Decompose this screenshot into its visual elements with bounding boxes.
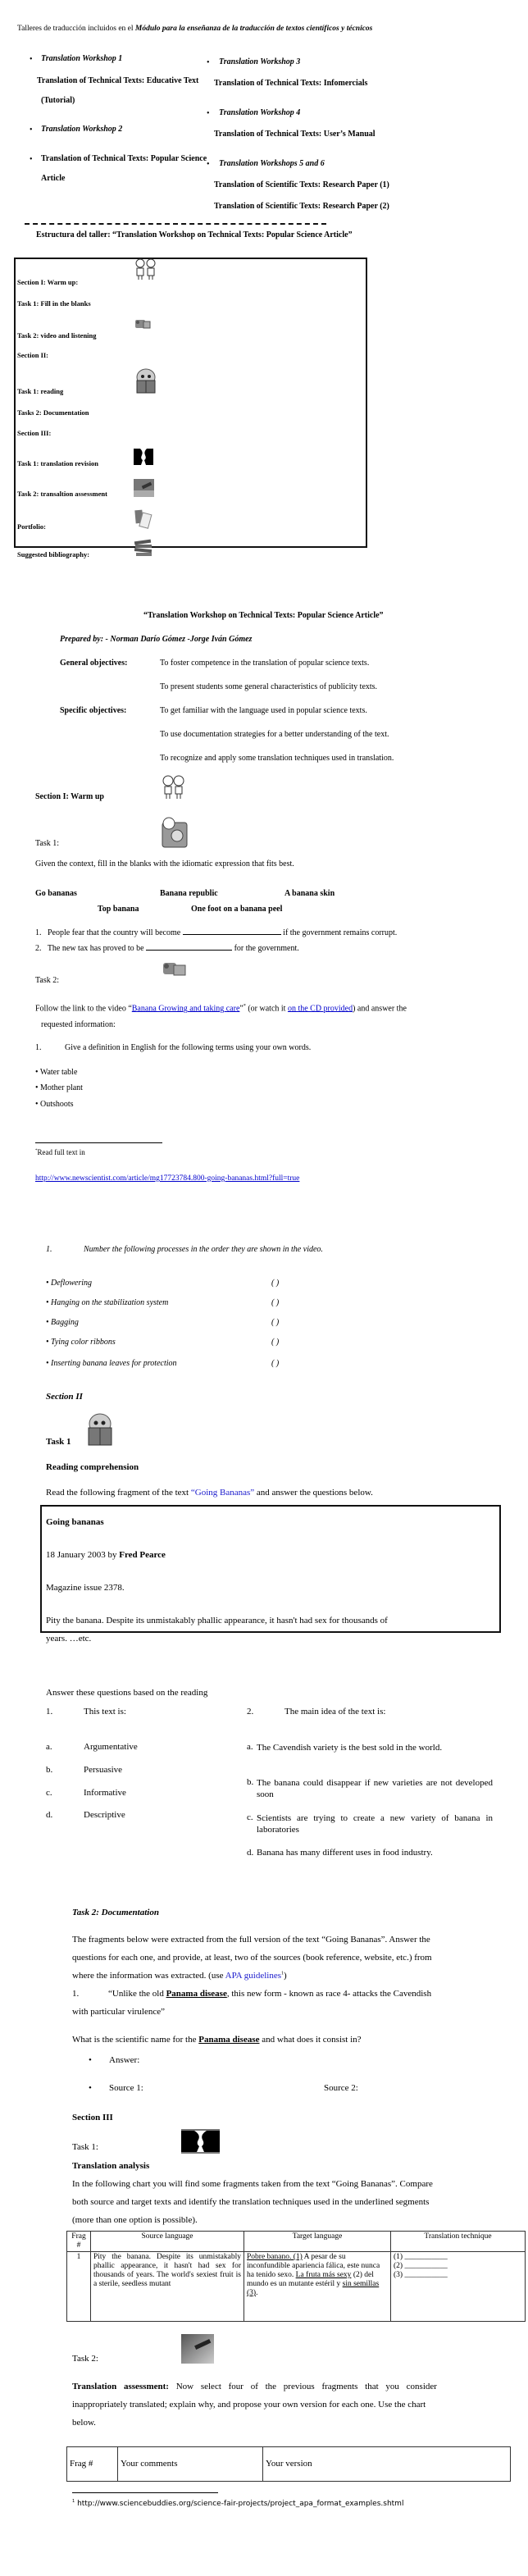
apa-guidelines-link[interactable]: APA guidelines xyxy=(225,1971,281,1981)
question-number: 1. xyxy=(35,1043,42,1052)
process-text: Hanging on the stabilization system xyxy=(51,1298,169,1307)
option-text[interactable]: Informative xyxy=(84,1788,126,1798)
documentation-question xyxy=(72,2035,362,2045)
header-frag: Frag # xyxy=(67,2232,91,2252)
order-field[interactable]: ( ) xyxy=(271,1338,280,1347)
intro-line xyxy=(17,25,372,33)
specific-objective: To use documentation strategies for a better understanding of the text. xyxy=(160,730,389,739)
task-2-label: Task 2: xyxy=(72,2354,98,2364)
video-link[interactable]: Banana Growing and taking care xyxy=(131,1004,240,1014)
instruction-text: ) and answer the xyxy=(353,1004,407,1014)
expression-option: Go bananas xyxy=(35,889,77,898)
workshop-title: “Translation Workshop on Technical Texts: Popular Science Article” xyxy=(143,611,384,620)
idea-person-icon xyxy=(161,816,189,849)
option-text[interactable]: Banana has many different uses in food industry. xyxy=(257,1848,433,1858)
task-2-heading: Task 2: Documentation xyxy=(72,1908,159,1917)
analysis-paragraph: both source and target texts and identify the translation techniques used in the underlined segments xyxy=(72,2197,430,2207)
reading-instruction xyxy=(46,1488,373,1498)
term-text: Water table xyxy=(39,1068,78,1077)
header-frag: Frag # xyxy=(67,2447,118,2482)
vase-faces-icon xyxy=(134,449,153,465)
target-segment: (2) del mundo es un mutante estéril y xyxy=(247,2271,374,2288)
process-item: • Deflowering xyxy=(46,1279,93,1288)
process-item: • Bagging xyxy=(46,1318,79,1327)
workshop-1-subtitle: Translation of Technical Texts: Educative Text xyxy=(37,76,199,85)
structure-heading: Estructura del taller: “Translation Workshop on Technical Texts: Popular Science Article” xyxy=(36,230,353,239)
header-comments: Your comments xyxy=(118,2447,263,2482)
bullet: • xyxy=(30,55,33,64)
answer-label: Answer: xyxy=(109,2055,140,2065)
analysis-paragraph: (more than one option is possible). xyxy=(72,2215,198,2225)
bullet: • xyxy=(30,155,33,164)
header-target: Target language xyxy=(244,2232,391,2252)
vase-faces-icon xyxy=(181,2129,220,2154)
assessment-table xyxy=(66,2446,511,2482)
order-field[interactable]: ( ) xyxy=(271,1318,280,1327)
term-text: Outshoots xyxy=(40,1100,74,1109)
term-item: • Outshoots xyxy=(35,1100,74,1109)
sentence-2 xyxy=(35,942,299,953)
technique-field[interactable]: (2) ___________ xyxy=(394,2262,448,2270)
questions-intro: Answer these questions based on the reading xyxy=(46,1688,208,1698)
technique-field[interactable]: (1) ___________ xyxy=(394,2253,448,2261)
video-camera-icon xyxy=(162,958,188,981)
assessment-paragraph: below. xyxy=(72,2418,96,2428)
folders-icon xyxy=(134,509,153,529)
workshop-2-subtitle: Translation of Technical Texts: Popular Science xyxy=(41,154,207,163)
process-item: • Tying color ribbons xyxy=(46,1338,116,1347)
header-technique: Translation technique xyxy=(391,2232,526,2252)
structure-item: Section I: Warm up: xyxy=(17,278,79,286)
apa-footnote-url[interactable]: http://www.sciencebuddies.org/science-fair-projects/project_apa_format_examples.shtml xyxy=(77,2500,404,2508)
expression-option: One foot on a banana peel xyxy=(191,905,283,914)
process-item: • Hanging on the stabilization system xyxy=(46,1298,169,1307)
article-author: Fred Pearce xyxy=(119,1550,166,1560)
panama-disease-term: Panama disease xyxy=(166,1989,227,1999)
process-text: Inserting banana leaves for protection xyxy=(51,1359,177,1368)
assessment-label: Translation assessment: xyxy=(72,2382,169,2391)
term-text: Mother plant xyxy=(40,1083,83,1092)
structure-item: Portfolio: xyxy=(17,522,46,531)
task-1-label: Task 1: xyxy=(35,839,60,848)
footnote-mark: * xyxy=(243,1004,246,1009)
header-source: Source language xyxy=(91,2232,244,2252)
article-issue: Magazine issue 2378. xyxy=(46,1583,125,1593)
task-2-instruction xyxy=(35,1004,407,1013)
video-camera-icon xyxy=(134,316,151,332)
instruction-text: Follow the link to the video “ xyxy=(35,1004,132,1014)
section-3-heading: Section III xyxy=(72,2113,113,2122)
workshop-5-6-title: Translation Workshops 5 and 6 xyxy=(219,159,325,168)
dash-divider xyxy=(25,223,326,225)
cartoon-people-icon xyxy=(161,774,187,800)
panama-disease-term: Panama disease xyxy=(198,2035,260,2045)
task-2-label: Task 2: xyxy=(35,976,60,985)
assessment-text: Now select four of the previous fragments that you consider xyxy=(168,2382,437,2391)
process-item: • Inserting banana leaves for protection xyxy=(46,1359,177,1368)
footnote-mark: * xyxy=(35,1149,38,1153)
option-letter: c. xyxy=(46,1788,52,1798)
translation-analysis-table xyxy=(66,2231,526,2322)
assessment-paragraph xyxy=(72,2382,437,2391)
task-2-paragraph: questions for each one, and provide, at least, two of the sources (book reference, website, etc.) from xyxy=(72,1953,432,1963)
technique-cell xyxy=(391,2252,526,2322)
option-letter: a. xyxy=(247,1742,253,1752)
process-text: Deflowering xyxy=(51,1279,93,1288)
reading-heading: Reading comprehension xyxy=(46,1462,139,1472)
header-version: Your version xyxy=(263,2447,511,2482)
workshop-5-6-subtitle-2: Translation of Scientific Texts: Research Paper (2) xyxy=(214,202,389,211)
intro-prefix: Talleres de traducción incluidos en el xyxy=(17,25,135,33)
structure-item: Task 1: Fill in the blanks xyxy=(17,299,91,308)
bullet: • xyxy=(89,2055,92,2065)
article-body: Pity the banana. Despite its unmistakably phallic appearance, it hasn't had sex for thousands of xyxy=(46,1616,388,1625)
footnote xyxy=(35,1148,85,1156)
sentence-number: 2. xyxy=(35,944,42,953)
section-2-heading: Section II xyxy=(46,1392,83,1402)
target-segment: La fruta más sexy xyxy=(295,2271,352,2279)
stamp-icon xyxy=(134,479,154,497)
analysis-paragraph: In the following chart you will find some fragments taken from the text “Going Bananas”. Compare xyxy=(72,2179,433,2189)
expression-option: A banana skin xyxy=(284,889,335,898)
task-2-paragraph xyxy=(72,1971,287,1981)
paragraph-text: ) xyxy=(283,1971,287,1981)
instruction-text: and answer the questions below. xyxy=(254,1488,373,1498)
cartoon-people-icon xyxy=(134,257,158,281)
assessment-paragraph: inappropriately translated; explain why, and propose your own version for each one. Use the chart xyxy=(72,2400,426,2410)
footnote-divider xyxy=(35,1142,162,1143)
source-1-label: Source 1: xyxy=(109,2083,143,2093)
prepared-by: Prepared by: - Norman Darío Gómez -Jorge Iván Gómez xyxy=(60,635,253,644)
sentence-number: 1. xyxy=(35,928,42,937)
bullet: • xyxy=(30,125,33,134)
bullet: • xyxy=(89,2083,92,2093)
table-header-row xyxy=(67,2447,511,2482)
option-letter: d. xyxy=(247,1848,254,1858)
article-title: Going bananas xyxy=(46,1517,104,1527)
reading-face-icon xyxy=(134,368,157,394)
term-item: • Water table xyxy=(35,1068,78,1077)
structure-item: Tasks 2: Documentation xyxy=(17,408,89,417)
option-letter: b. xyxy=(46,1765,53,1775)
structure-item: Task 2: transaltion assessment xyxy=(17,490,107,498)
specific-objective: To get familiar with the language used in popular science texts. xyxy=(160,706,367,715)
books-icon xyxy=(134,539,154,557)
instruction-text: (or watch it xyxy=(245,1004,288,1014)
question-part: and what does it consist in? xyxy=(259,2035,362,2045)
workshop-2-subtitle-2: Article xyxy=(41,174,66,183)
going-bananas-link[interactable]: “Going Bananas” xyxy=(190,1488,255,1498)
sentence-text: The new tax has proved to be xyxy=(47,944,144,953)
task-2-paragraph: The fragments below were extracted from the full version of the text “Going Bananas”. Answer the xyxy=(72,1935,430,1945)
footnote-mark: 1 xyxy=(72,2499,75,2504)
paragraph-text: where the information was extracted. (use xyxy=(72,1971,225,1981)
section-1-heading: Section I: Warm up xyxy=(35,792,104,801)
structure-item: Section II: xyxy=(17,351,49,359)
expression-option: Banana republic xyxy=(160,889,218,898)
instruction-text: Read the following fragment of the text xyxy=(46,1488,191,1498)
target-segment: Pobre banano. (1) xyxy=(247,2253,303,2261)
question-number: 1. xyxy=(46,1707,53,1717)
workshop-1-title: Translation Workshop 1 xyxy=(41,54,123,63)
apa-footnote xyxy=(72,2499,403,2508)
module-title: Módulo para la enseñanza de la traducción de textos científicos y técnicos xyxy=(134,25,373,33)
structure-item: Task 2: video and listening xyxy=(17,331,97,340)
article-body-cont: years. …etc. xyxy=(46,1634,92,1644)
order-field[interactable]: ( ) xyxy=(271,1359,280,1368)
task-1-label: Task 1: xyxy=(72,2142,98,2152)
question-number: 1. xyxy=(46,1245,52,1254)
fragment-text xyxy=(108,1989,431,1999)
blank-field[interactable] xyxy=(146,942,232,951)
task-2-instruction-cont: requested information: xyxy=(41,1020,116,1029)
expression-option: Top banana xyxy=(98,905,139,914)
fragment-number: 1. xyxy=(72,1989,80,1999)
process-text: Tying color ribbons xyxy=(51,1338,116,1347)
technique-field[interactable]: (3) ___________ xyxy=(394,2271,448,2279)
frag-cell: 1 xyxy=(67,2252,91,2322)
footnote-divider xyxy=(72,2492,218,2493)
source-2-label: Source 2: xyxy=(324,2083,358,2093)
workshop-3-title: Translation Workshop 3 xyxy=(219,57,301,66)
fragment-text-cont: with particular virulence” xyxy=(72,2007,166,2017)
process-text: Bagging xyxy=(51,1318,79,1327)
table-header-row xyxy=(67,2232,526,2252)
general-objectives-label: General objectives: xyxy=(60,659,128,668)
workshop-2-title: Translation Workshop 2 xyxy=(41,125,123,134)
option-text[interactable]: The Cavendish variety is the best sold in the world. xyxy=(257,1743,443,1753)
workshop-1-subtitle-2: (Tutorial) xyxy=(41,96,75,105)
sentence-text: People fear that the country will become xyxy=(48,928,181,937)
stamp-icon xyxy=(181,2334,214,2364)
task-1-instruction: Given the context, fill in the blanks with the idiomatic expression that fits best. xyxy=(35,859,294,869)
question-text: This text is: xyxy=(84,1707,126,1717)
instruction-text: ” xyxy=(239,1004,244,1014)
term-item: • Mother plant xyxy=(35,1083,83,1092)
bullet: • xyxy=(207,58,210,67)
sentence-1 xyxy=(35,927,397,937)
order-field[interactable]: ( ) xyxy=(271,1298,280,1307)
option-text[interactable]: Scientists are trying to create a new variety of banana in laboratories xyxy=(257,1813,493,1835)
workshop-4-title: Translation Workshop 4 xyxy=(219,108,301,117)
option-letter: a. xyxy=(46,1742,52,1752)
analysis-heading: Translation analysis xyxy=(72,2161,150,2171)
structure-item: Task 1: reading xyxy=(17,387,64,395)
option-letter: d. xyxy=(46,1810,53,1820)
fragment-part: “Unlike the old xyxy=(108,1989,166,1999)
specific-objective: To recognize and apply some translation techniques used in translation. xyxy=(160,754,394,763)
source-cell: Pity the banana. Despite its unmistakably phallic appearance, it hasn't had sex for thousands of years. The world's sexiest fruit is a sterile, seedless mutant xyxy=(91,2252,244,2322)
sentence-text: if the government remains corrupt. xyxy=(283,928,398,937)
specific-objectives-label: Specific objectives: xyxy=(60,706,127,715)
option-letter: c. xyxy=(247,1812,253,1822)
question-number: 2. xyxy=(247,1707,254,1717)
structure-item: Section III: xyxy=(17,429,52,437)
option-text[interactable]: Persuasive xyxy=(84,1765,123,1775)
workshop-4-subtitle: Translation of Technical Texts: User’s Manual xyxy=(214,130,376,139)
fragment-part: , this new form - known as race 4- attacks the Cavendish xyxy=(226,1989,432,1999)
structure-item: Suggested bibliography: xyxy=(17,550,90,559)
question-text: The main idea of the text is: xyxy=(284,1707,386,1717)
target-segment: sin semillas (3) xyxy=(247,2280,380,2297)
question-text: Number the following processes in the order they are shown in the video. xyxy=(84,1245,323,1254)
option-text[interactable]: Descriptive xyxy=(84,1810,125,1820)
option-text[interactable]: Argumentative xyxy=(84,1742,138,1752)
table-row xyxy=(67,2252,526,2322)
question-part: What is the scientific name for the xyxy=(72,2035,199,2045)
sentence-text: for the government. xyxy=(234,944,299,953)
question-text: Give a definition in English for the following terms using your own words. xyxy=(65,1043,312,1052)
general-objective: To present students some general characteristics of publicity texts. xyxy=(160,682,378,691)
footnote-mark: 1 xyxy=(280,1971,284,1976)
article-url-link[interactable]: http://www.newscientist.com/article/mg17723784.800-going-bananas.html?full=true xyxy=(35,1174,300,1183)
footnote-text: Read full text in xyxy=(37,1148,85,1156)
cd-link[interactable]: on the CD provided xyxy=(287,1004,353,1014)
general-objective: To foster competence in the translation of popular science texts. xyxy=(160,659,370,668)
article-byline xyxy=(46,1550,166,1560)
reading-face-icon xyxy=(85,1412,115,1447)
workshop-5-6-subtitle-1: Translation of Scientific Texts: Research Paper (1) xyxy=(214,180,389,189)
article-date: 18 January 2003 by xyxy=(46,1550,120,1560)
task-1-label: Task 1 xyxy=(46,1437,71,1447)
structure-item: Task 1: translation revision xyxy=(17,459,98,467)
blank-field[interactable] xyxy=(183,927,281,935)
order-field[interactable]: ( ) xyxy=(271,1279,280,1288)
workshop-3-subtitle: Translation of Technical Texts: Infomercials xyxy=(214,79,368,88)
bullet: • xyxy=(207,160,210,169)
option-letter: b. xyxy=(247,1777,254,1787)
target-segment: . xyxy=(256,2289,258,2297)
bullet: • xyxy=(207,109,210,118)
article-box xyxy=(40,1505,501,1633)
target-cell xyxy=(244,2252,391,2322)
target-segment: A pesar de su inconfundible apariencia fálica, este nunca ha tenido sexo. xyxy=(247,2253,380,2279)
option-text[interactable]: The banana could disappear if new varieties are not developed soon xyxy=(257,1778,493,1799)
